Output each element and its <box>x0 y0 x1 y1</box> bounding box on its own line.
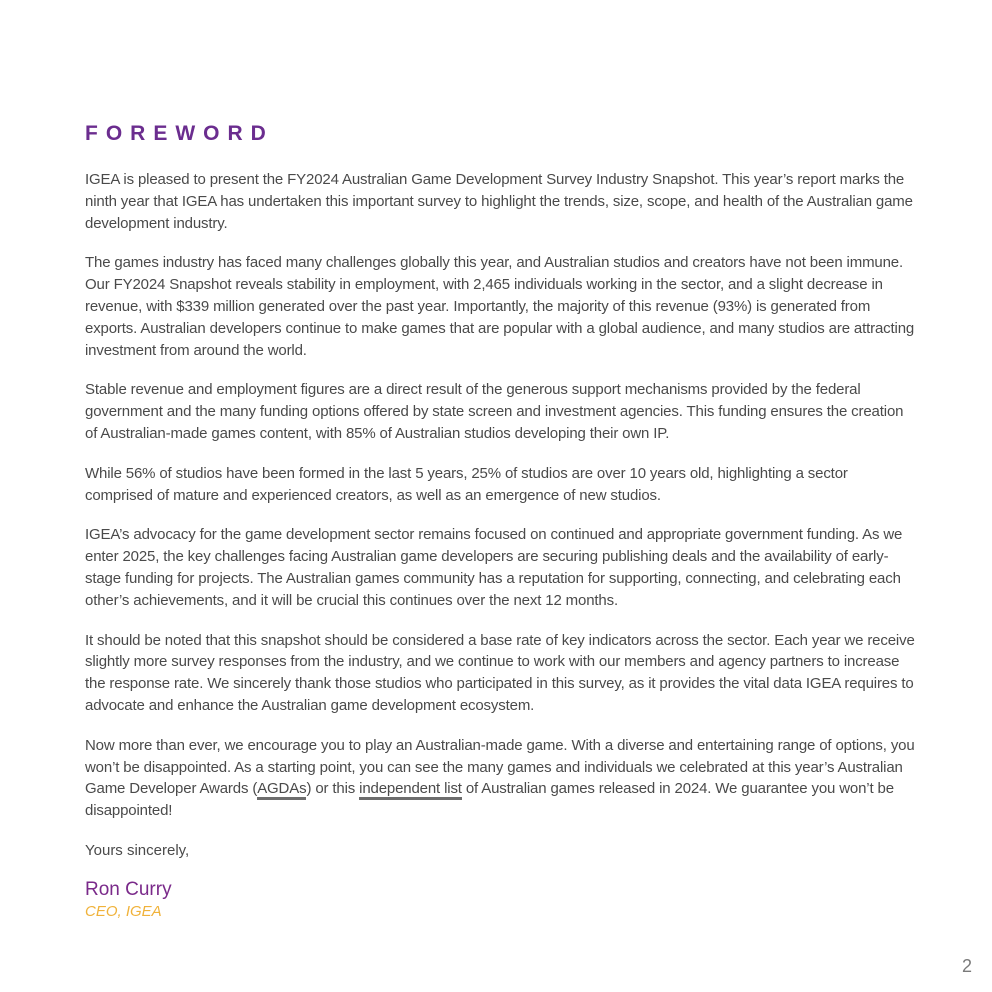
independent-list-link[interactable]: independent list <box>359 780 462 800</box>
paragraph-intro: IGEA is pleased to present the FY2024 Australian Game Development Survey Industry Snapshot. This year’s report marks the ninth year that IGEA has undertaken this important survey to highlight the trends, size, scope, and health of the Australian game development industry. <box>85 171 913 232</box>
paragraph-text-part1: Now more than ever, we encourage you to play an Australian-made game. With a diverse and entertaining range of options, you won’t be disappointed. As a starting point, you can see the many games and individuals we celebrated at this year’s Australian Game Developer Awards ( <box>85 736 915 798</box>
paragraph-advocacy: IGEA’s advocacy for the game development sector remains focused on continued and appropriate government funding. As we enter 2025, the key challenges facing Australian game developers are securing publishing deals and the availability of early-stage funding for projects. The Australian games community has a reputation for supporting, connecting, and celebrating each other’s achievements, and it will be crucial this continues over the next 12 months. <box>85 526 903 609</box>
foreword-section <box>85 120 917 922</box>
agdas-link[interactable]: AGDAs <box>257 780 306 800</box>
paragraph-industry-challenges: The games industry has faced many challenges globally this year, and Australian studios and creators have not been immune. Our FY2024 Snapshot reveals stability in employment, with 2,465 individuals working in the sector, and a slight decrease in revenue, with $339 million generated over the past year. Importantly, the majority of this revenue (93%) is generated from exports. Australian developers continue to make games that are popular with a global audience, and many studios are attracting investment from around the world. <box>85 254 915 359</box>
page-title: FOREWORD <box>85 122 274 145</box>
page-number: 2 <box>961 956 972 976</box>
paragraph-funding-support: Stable revenue and employment figures are a direct result of the generous support mechanisms provided by the federal government and the many funding options offered by state screen and investment agencies. This funding ensures the creation of Australian-made games content, with 85% of Australian studios developing their own IP. <box>85 381 904 442</box>
paragraph-studio-age: While 56% of studios have been formed in the last 5 years, 25% of studios are over 10 years old, highlighting a sector comprised of mature and experienced creators, as well as an emergence of new studios. <box>85 464 848 504</box>
signer-title: CEO, IGEA <box>85 902 162 920</box>
paragraph-text-part2: ) or this <box>306 780 360 798</box>
paragraph-text-part3: of Australian games released in 2024. We guarantee you won’t be disappointed! <box>85 780 894 820</box>
paragraph-base-rate-note: It should be noted that this snapshot should be considered a base rate of key indicators across the sector. Each year we receive slightly more survey responses from the industry, and we continue to work with our members and agency partners to increase the response rate. We sincerely thank those studios who participated in this survey, as it provides the vital data IGEA requires to advocate and enhance the Australian game development ecosystem. <box>85 631 915 714</box>
signer-name: Ron Curry <box>85 878 172 900</box>
paragraph-encouragement <box>85 735 917 822</box>
closing-salutation: Yours sincerely, <box>85 841 190 859</box>
